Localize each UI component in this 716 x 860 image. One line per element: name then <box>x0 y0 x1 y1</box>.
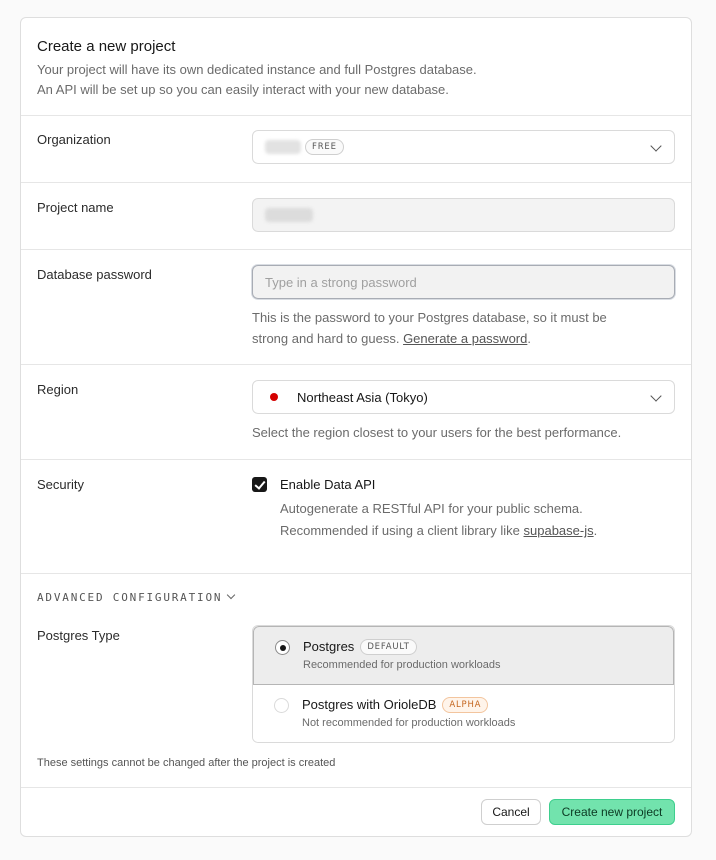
organization-row <box>21 116 691 183</box>
page-title: Create a new project <box>37 38 176 55</box>
create-project-button[interactable]: Create new project <box>549 799 675 825</box>
security-help: Autogenerate a RESTful API for your public schema. Recommended if using a client library like supabase-js. <box>280 501 598 538</box>
postgres-option-description: Recommended for production workloads <box>303 659 501 671</box>
header-description-line1: Your project will have its own dedicated instance and full Postgres database. <box>37 62 477 77</box>
alpha-badge: ALPHA <box>442 697 488 713</box>
card-footer <box>21 787 691 837</box>
project-name-row <box>21 183 691 250</box>
japan-flag-icon <box>270 393 278 401</box>
postgres-type-label: Postgres Type <box>37 628 120 643</box>
advanced-configuration-toggle[interactable]: ADVANCED CONFIGURATION <box>37 591 234 604</box>
enable-data-api-checkbox[interactable] <box>252 477 267 492</box>
supabase-js-link[interactable]: supabase-js <box>523 523 594 538</box>
settings-note: These settings cannot be changed after the project is created <box>37 757 336 769</box>
enable-data-api-label: Enable Data API <box>280 477 376 492</box>
organization-label: Organization <box>37 132 111 147</box>
password-help: This is the password to your Postgres database, so it must be strong and hard to guess. Generate a password. <box>252 310 607 346</box>
security-label: Security <box>37 477 84 492</box>
default-badge: DEFAULT <box>360 639 416 655</box>
postgres-option-title: Postgres <box>303 639 355 654</box>
region-label: Region <box>37 382 79 397</box>
orioledb-option-title: Postgres with OrioleDB <box>302 697 437 712</box>
organization-select[interactable] <box>252 130 675 164</box>
region-select[interactable] <box>252 380 675 414</box>
plan-badge: FREE <box>305 139 344 155</box>
project-name-label: Project name <box>37 200 114 215</box>
create-project-card <box>20 17 692 837</box>
organization-name-redacted <box>265 140 301 154</box>
postgres-radio[interactable] <box>275 640 290 655</box>
database-password-label: Database password <box>37 267 152 282</box>
chevron-down-icon <box>227 591 235 599</box>
orioledb-radio[interactable] <box>274 698 289 713</box>
chevron-down-icon <box>650 390 661 401</box>
header-description-line2: An API will be set up so you can easily interact with your new database. <box>37 82 449 97</box>
cancel-button[interactable]: Cancel <box>481 799 541 825</box>
orioledb-option-description: Not recommended for production workloads <box>302 717 516 729</box>
region-help: Select the region closest to your users for the best performance. <box>252 425 622 440</box>
postgres-type-radio-group <box>252 625 675 743</box>
region-selected-value: Northeast Asia (Tokyo) <box>297 389 428 405</box>
database-password-row <box>21 250 691 365</box>
security-row <box>21 460 691 574</box>
password-input[interactable] <box>252 265 675 299</box>
project-name-input[interactable] <box>252 198 675 232</box>
card-header <box>21 18 691 116</box>
password-placeholder: Type in a strong password <box>265 274 417 290</box>
generate-password-link[interactable]: Generate a password <box>403 331 528 346</box>
orioledb-option[interactable] <box>253 685 674 743</box>
postgres-option[interactable] <box>253 626 674 685</box>
region-row <box>21 365 691 460</box>
project-name-redacted <box>265 208 313 222</box>
chevron-down-icon <box>650 140 661 151</box>
